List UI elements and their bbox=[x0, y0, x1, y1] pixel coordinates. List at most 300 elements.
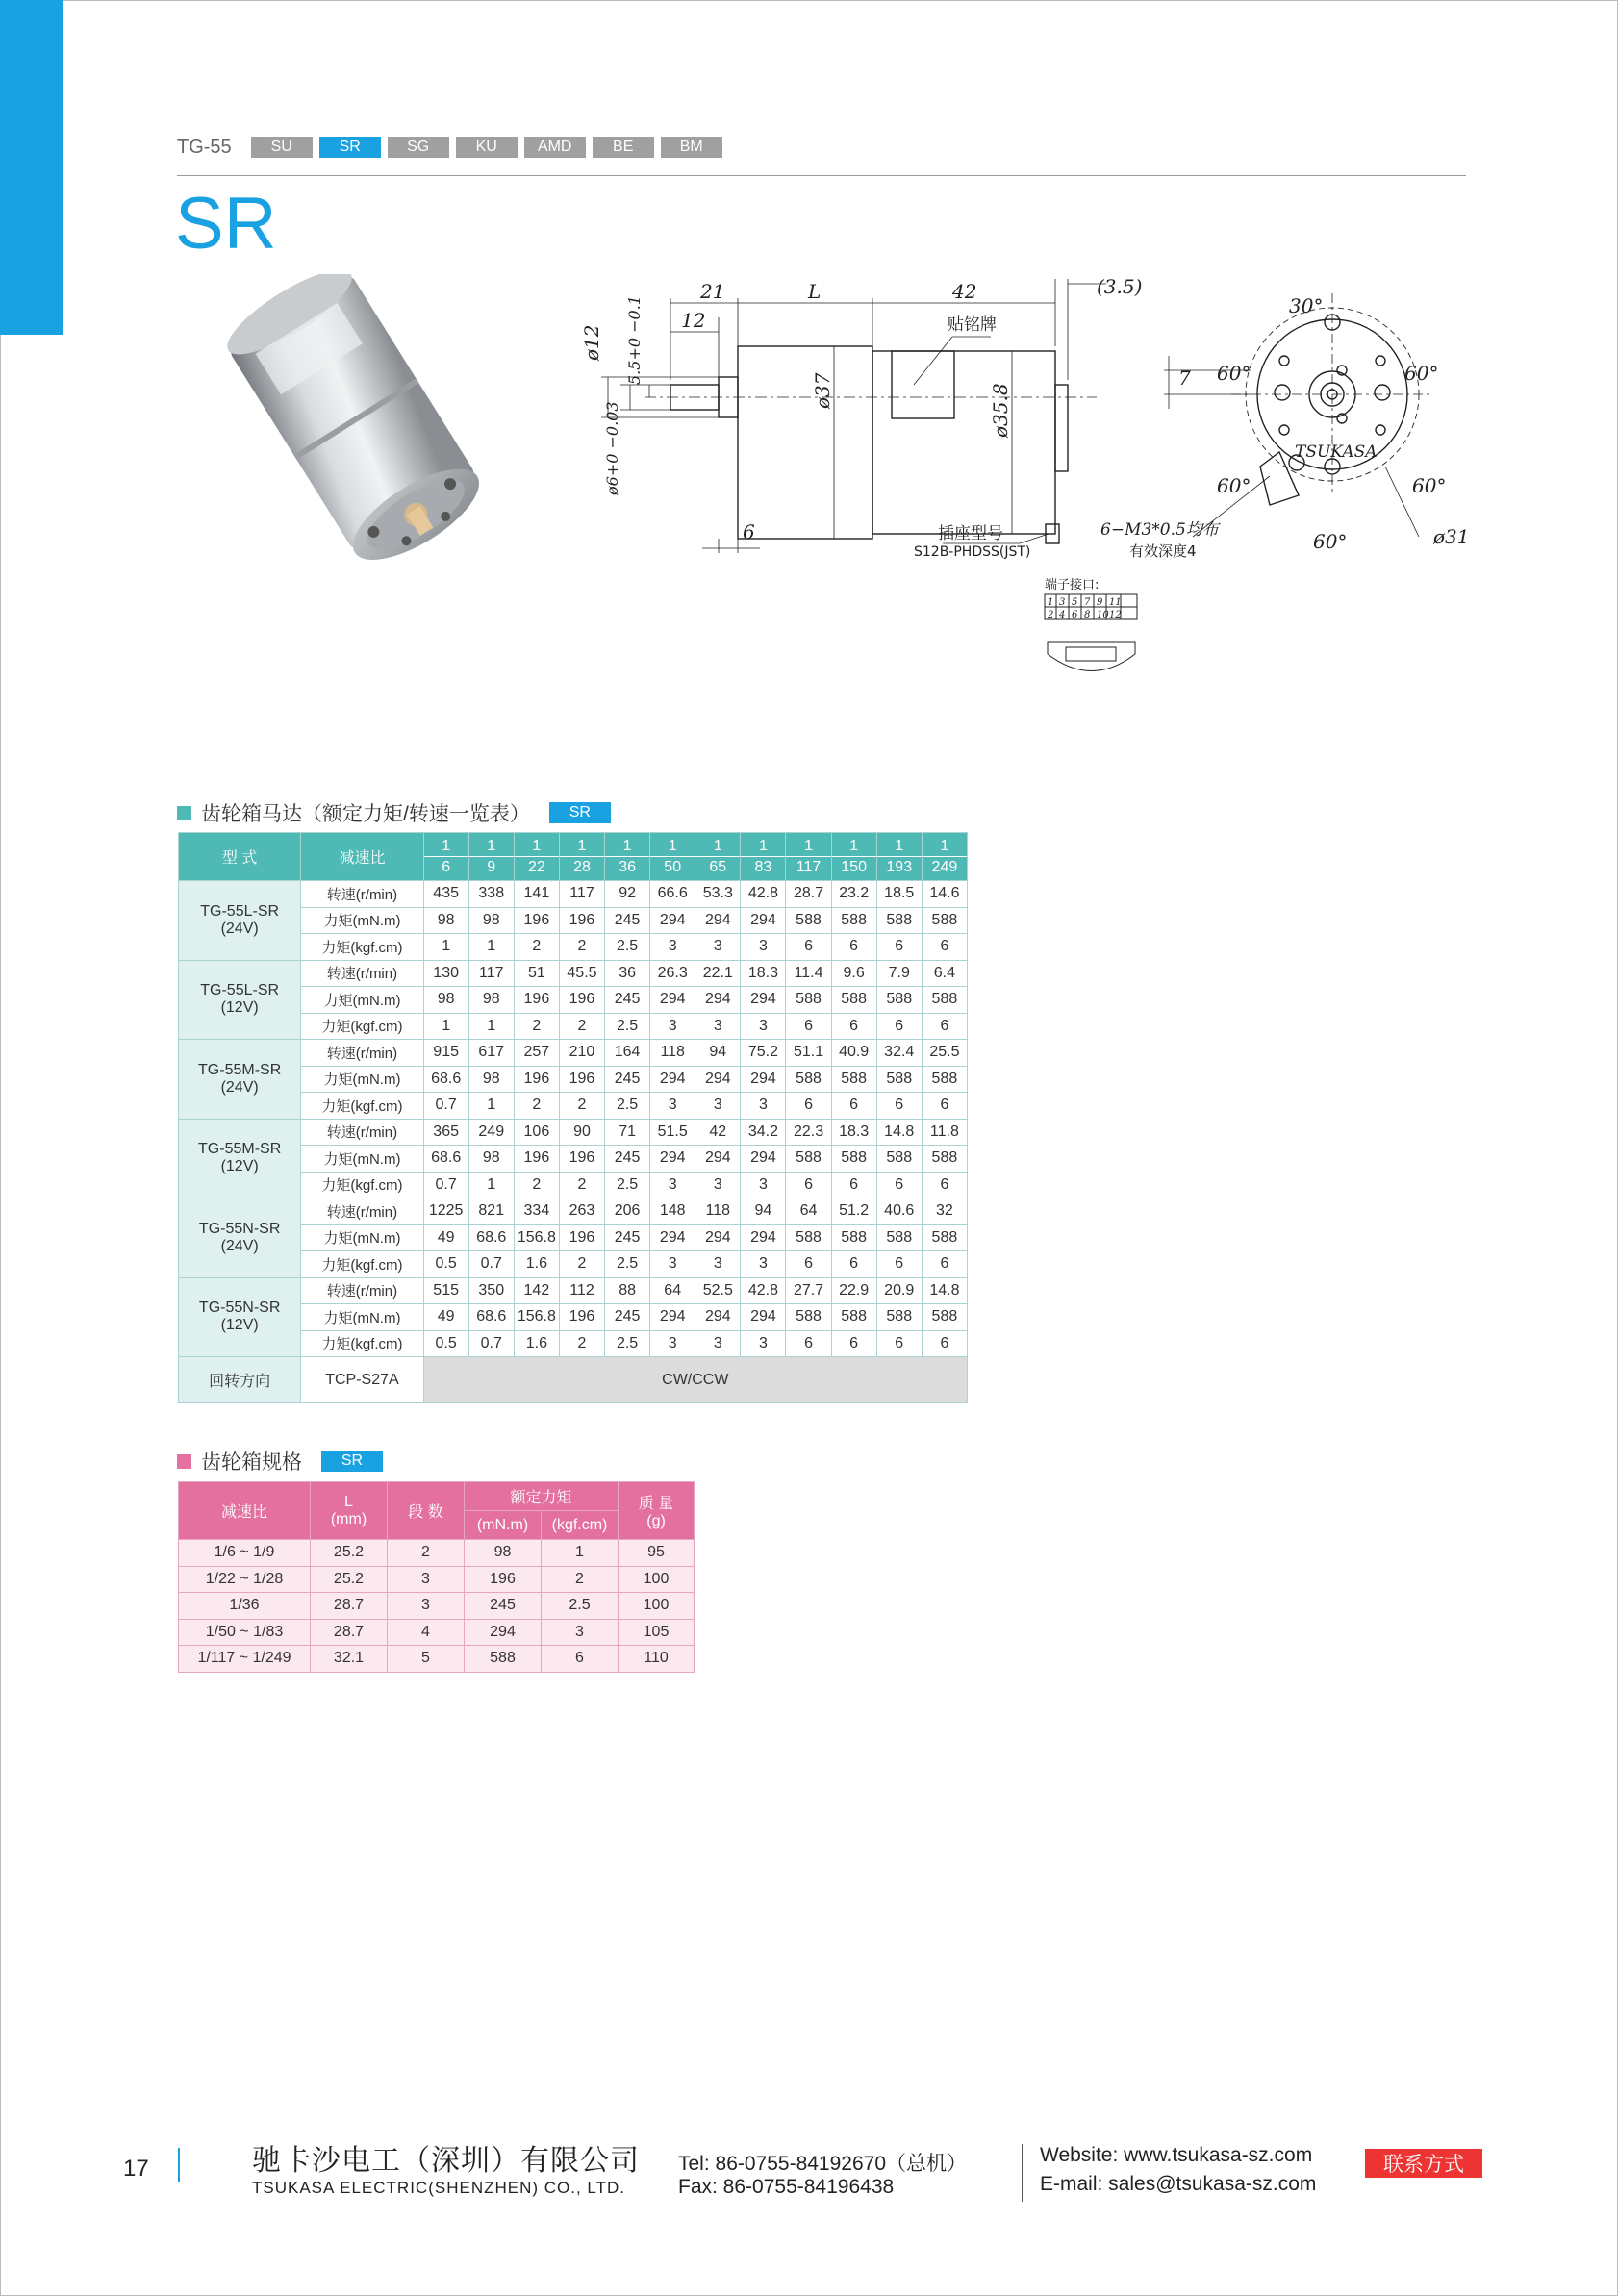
value-cell: 196 bbox=[514, 987, 559, 1014]
value-cell: 294 bbox=[695, 1066, 741, 1093]
spec-cell: 2 bbox=[388, 1540, 465, 1567]
col-header-model: 型 式 bbox=[179, 833, 301, 881]
value-cell: 294 bbox=[695, 987, 741, 1014]
value-cell: 294 bbox=[650, 907, 695, 934]
dim-5.5: 5.5+0 −0.1 bbox=[625, 295, 644, 385]
dim-phi31: ø31 bbox=[1433, 525, 1470, 548]
performance-table bbox=[178, 832, 968, 1403]
value-cell: 2.5 bbox=[605, 1251, 650, 1278]
value-cell: 36 bbox=[605, 960, 650, 987]
row-item-label: 转速(r/min) bbox=[301, 1119, 423, 1146]
row-item-label: 力矩(mN.m) bbox=[301, 1066, 423, 1093]
value-cell: 2 bbox=[514, 1172, 559, 1198]
terminal-label: 端子接口: bbox=[1045, 578, 1100, 593]
series-tab-sr[interactable]: SR bbox=[319, 137, 381, 158]
value-cell: 196 bbox=[559, 987, 604, 1014]
value-cell: 148 bbox=[650, 1198, 695, 1225]
value-cell: 294 bbox=[695, 1224, 741, 1251]
row-item-label: 转速(r/min) bbox=[301, 1198, 423, 1225]
footer-divider-2 bbox=[1022, 2144, 1023, 2202]
series-tab-sg[interactable]: SG bbox=[388, 137, 449, 158]
value-cell: 245 bbox=[605, 1066, 650, 1093]
value-cell: 64 bbox=[650, 1277, 695, 1304]
value-cell: 7.9 bbox=[876, 960, 922, 987]
value-cell: 245 bbox=[605, 907, 650, 934]
value-cell: 18.5 bbox=[876, 881, 922, 908]
value-cell: 45.5 bbox=[559, 960, 604, 987]
value-cell: 2.5 bbox=[605, 1330, 650, 1357]
ratio-header bbox=[695, 833, 741, 881]
dim-12: 12 bbox=[681, 309, 706, 332]
value-cell: 588 bbox=[786, 1066, 831, 1093]
row-item-label: 力矩(kgf.cm) bbox=[301, 1251, 423, 1278]
spec-cell: 3 bbox=[388, 1593, 465, 1620]
pin-number: 3 bbox=[1059, 597, 1066, 608]
value-cell: 588 bbox=[922, 1066, 967, 1093]
value-cell: 6 bbox=[831, 1330, 876, 1357]
value-cell: 22.9 bbox=[831, 1277, 876, 1304]
ratio-numerator: 1 bbox=[923, 836, 967, 857]
value-cell: 1 bbox=[468, 1013, 514, 1040]
value-cell: 3 bbox=[741, 1330, 786, 1357]
spec-cell: 100 bbox=[619, 1566, 695, 1593]
dim-phi37: ø37 bbox=[811, 372, 834, 409]
side-accent-bar bbox=[0, 0, 63, 335]
row-item-label: 力矩(kgf.cm) bbox=[301, 1330, 423, 1357]
angle-60-br: 60° bbox=[1412, 474, 1447, 497]
value-cell: 88 bbox=[605, 1277, 650, 1304]
front-view bbox=[1164, 293, 1433, 537]
spec-cell: 100 bbox=[619, 1593, 695, 1620]
spec-row bbox=[179, 1593, 695, 1620]
spec-cell: 32.1 bbox=[311, 1646, 388, 1673]
value-cell: 1.6 bbox=[514, 1251, 559, 1278]
value-cell: 3 bbox=[650, 1251, 695, 1278]
value-cell: 94 bbox=[695, 1040, 741, 1067]
value-cell: 22.1 bbox=[695, 960, 741, 987]
value-cell: 130 bbox=[423, 960, 468, 987]
model-voltage: (12V) bbox=[220, 999, 259, 1017]
value-cell: 42.8 bbox=[741, 1277, 786, 1304]
footer-divider bbox=[178, 2148, 180, 2182]
value-cell: 3 bbox=[741, 1172, 786, 1198]
value-cell: 1225 bbox=[423, 1198, 468, 1225]
value-cell: 68.6 bbox=[468, 1304, 514, 1331]
gearbox-body bbox=[738, 346, 872, 539]
spec-cell: 28.7 bbox=[311, 1619, 388, 1646]
pin-number: 9 bbox=[1097, 597, 1103, 608]
value-cell: 68.6 bbox=[423, 1146, 468, 1173]
value-cell: 3 bbox=[650, 1013, 695, 1040]
ratio-numerator: 1 bbox=[786, 836, 830, 857]
value-cell: 294 bbox=[741, 1066, 786, 1093]
value-cell: 3 bbox=[650, 1172, 695, 1198]
value-cell: 588 bbox=[831, 1146, 876, 1173]
value-cell: 294 bbox=[650, 987, 695, 1014]
contact-button[interactable]: 联系方式 bbox=[1365, 2149, 1482, 2178]
value-cell: 6 bbox=[786, 1093, 831, 1120]
row-item-label: 转速(r/min) bbox=[301, 1040, 423, 1067]
row-item-label: 力矩(kgf.cm) bbox=[301, 1172, 423, 1198]
model-voltage: (24V) bbox=[220, 920, 259, 937]
value-cell: 32.4 bbox=[876, 1040, 922, 1067]
value-cell: 164 bbox=[605, 1040, 650, 1067]
value-cell: 40.9 bbox=[831, 1040, 876, 1067]
value-cell: 1 bbox=[468, 1172, 514, 1198]
row-item-label: 力矩(mN.m) bbox=[301, 907, 423, 934]
ratio-numerator: 1 bbox=[695, 836, 740, 857]
col-header-mnm: (mN.m) bbox=[465, 1511, 542, 1540]
table-row bbox=[179, 1040, 968, 1067]
value-cell: 294 bbox=[650, 1224, 695, 1251]
spec-row bbox=[179, 1566, 695, 1593]
col-header-kgf: (kgf.cm) bbox=[542, 1511, 619, 1540]
value-cell: 6 bbox=[831, 1093, 876, 1120]
phone-number: Tel: 86-0755-84192670（总机） bbox=[678, 2153, 968, 2175]
spec-cell: 4 bbox=[388, 1619, 465, 1646]
value-cell: 2.5 bbox=[605, 1013, 650, 1040]
value-cell: 6 bbox=[922, 1330, 967, 1357]
value-cell: 6 bbox=[922, 934, 967, 961]
value-cell: 106 bbox=[514, 1119, 559, 1146]
dim-L: L bbox=[808, 280, 822, 303]
row-item-label: 力矩(mN.m) bbox=[301, 1304, 423, 1331]
value-cell: 249 bbox=[468, 1119, 514, 1146]
value-cell: 3 bbox=[695, 1251, 741, 1278]
series-tab-ku[interactable]: KU bbox=[456, 137, 518, 158]
value-cell: 588 bbox=[831, 1066, 876, 1093]
value-cell: 0.7 bbox=[468, 1330, 514, 1357]
perf-section-title bbox=[177, 798, 611, 827]
model-name: TG-55L-SR bbox=[200, 902, 280, 920]
spec-cell: 110 bbox=[619, 1646, 695, 1673]
value-cell: 98 bbox=[423, 987, 468, 1014]
value-cell: 3 bbox=[741, 1013, 786, 1040]
spec-cell: 6 bbox=[542, 1646, 619, 1673]
value-cell: 49 bbox=[423, 1224, 468, 1251]
series-tab-bm[interactable]: BM bbox=[661, 137, 722, 158]
length-label: L bbox=[344, 1493, 353, 1510]
value-cell: 156.8 bbox=[514, 1224, 559, 1251]
value-cell: 588 bbox=[831, 1224, 876, 1251]
value-cell: 821 bbox=[468, 1198, 514, 1225]
row-item-label: 转速(r/min) bbox=[301, 881, 423, 908]
mass-unit: (g) bbox=[646, 1513, 666, 1529]
ratio-header bbox=[741, 833, 786, 881]
value-cell: 2 bbox=[559, 934, 604, 961]
footer bbox=[0, 2131, 1618, 2208]
angle-60-b: 60° bbox=[1313, 530, 1348, 553]
value-cell: 27.7 bbox=[786, 1277, 831, 1304]
pin-number: 2 bbox=[1048, 610, 1054, 620]
value-cell: 1 bbox=[468, 934, 514, 961]
table-row bbox=[179, 1119, 968, 1146]
value-cell: 98 bbox=[468, 1066, 514, 1093]
value-cell: 6 bbox=[831, 1251, 876, 1278]
website-link[interactable]: Website: www.tsukasa-sz.com bbox=[1040, 2144, 1313, 2166]
value-cell: 2 bbox=[559, 1330, 604, 1357]
ratio-numerator: 1 bbox=[650, 836, 695, 857]
table-row bbox=[179, 1198, 968, 1225]
value-cell: 6 bbox=[786, 934, 831, 961]
spec-cell: 25.2 bbox=[311, 1540, 388, 1567]
value-cell: 196 bbox=[559, 1224, 604, 1251]
dim-phi6: ø6+0 −0.03 bbox=[603, 401, 621, 495]
mass-label: 质 量 bbox=[638, 1496, 674, 1512]
ratio-denominator: 28 bbox=[573, 859, 591, 875]
spec-cell: 1/6 ~ 1/9 bbox=[179, 1540, 311, 1567]
value-cell: 14.8 bbox=[876, 1119, 922, 1146]
value-cell: 142 bbox=[514, 1277, 559, 1304]
model-cell bbox=[179, 1277, 301, 1357]
ratio-numerator: 1 bbox=[877, 836, 922, 857]
value-cell: 0.5 bbox=[423, 1330, 468, 1357]
value-cell: 11.8 bbox=[922, 1119, 967, 1146]
value-cell: 117 bbox=[468, 960, 514, 987]
value-cell: 294 bbox=[650, 1304, 695, 1331]
dim-21: 21 bbox=[700, 280, 725, 303]
ratio-header bbox=[423, 833, 468, 881]
spec-cell: 105 bbox=[619, 1619, 695, 1646]
value-cell: 6 bbox=[831, 1013, 876, 1040]
value-cell: 18.3 bbox=[741, 960, 786, 987]
screw-spec-label: 6−M3*0.5均布 bbox=[1100, 520, 1219, 540]
value-cell: 66.6 bbox=[650, 881, 695, 908]
series-tab-be[interactable]: BE bbox=[593, 137, 654, 158]
spec-cell: 2.5 bbox=[542, 1593, 619, 1620]
value-cell: 2 bbox=[514, 934, 559, 961]
value-cell: 206 bbox=[605, 1198, 650, 1225]
model-voltage: (12V) bbox=[220, 1158, 259, 1175]
nameplate-label: 贴铭牌 bbox=[948, 315, 997, 335]
rotation-value: CW/CCW bbox=[423, 1357, 967, 1403]
ratio-header bbox=[650, 833, 695, 881]
value-cell: 6.4 bbox=[922, 960, 967, 987]
ratio-numerator: 1 bbox=[560, 836, 604, 857]
model-cell bbox=[179, 1040, 301, 1120]
perf-badge: SR bbox=[549, 802, 611, 823]
value-cell: 3 bbox=[695, 1093, 741, 1120]
spec-cell: 1 bbox=[542, 1540, 619, 1567]
value-cell: 294 bbox=[650, 1146, 695, 1173]
value-cell: 588 bbox=[922, 907, 967, 934]
pin-number: 6 bbox=[1072, 610, 1078, 620]
row-item-label: 转速(r/min) bbox=[301, 960, 423, 987]
value-cell: 588 bbox=[876, 1146, 922, 1173]
series-tab-amd[interactable]: AMD bbox=[524, 137, 586, 158]
company-name-cn: 驰卡沙电工（深圳）有限公司 bbox=[252, 2145, 640, 2177]
value-cell: 42.8 bbox=[741, 881, 786, 908]
ratio-header bbox=[922, 833, 967, 881]
spec-cell: 3 bbox=[388, 1566, 465, 1593]
value-cell: 9.6 bbox=[831, 960, 876, 987]
motor-photo bbox=[197, 274, 515, 592]
value-cell: 141 bbox=[514, 881, 559, 908]
value-cell: 25.5 bbox=[922, 1040, 967, 1067]
pin-number: 7 bbox=[1084, 597, 1091, 608]
value-cell: 11.4 bbox=[786, 960, 831, 987]
row-item-label: 力矩(mN.m) bbox=[301, 1146, 423, 1173]
spec-cell: 588 bbox=[465, 1646, 542, 1673]
value-cell: 588 bbox=[876, 907, 922, 934]
company-name-en: TSUKASA ELECTRIC(SHENZHEN) CO., LTD. bbox=[252, 2179, 626, 2197]
row-item-label: 转速(r/min) bbox=[301, 1277, 423, 1304]
ratio-header bbox=[559, 833, 604, 881]
model-cell bbox=[179, 1119, 301, 1198]
value-cell: 6 bbox=[876, 1013, 922, 1040]
dim-42: 42 bbox=[952, 280, 977, 303]
value-cell: 588 bbox=[922, 987, 967, 1014]
col-header-ratio: 减速比 bbox=[179, 1482, 311, 1540]
row-item-label: 力矩(kgf.cm) bbox=[301, 934, 423, 961]
value-cell: 20.9 bbox=[876, 1277, 922, 1304]
ratio-header bbox=[468, 833, 514, 881]
ratio-header bbox=[831, 833, 876, 881]
ratio-denominator: 6 bbox=[442, 859, 451, 875]
value-cell: 98 bbox=[468, 987, 514, 1014]
ratio-header bbox=[514, 833, 559, 881]
email-link[interactable]: E-mail: sales@tsukasa-sz.com bbox=[1040, 2173, 1317, 2195]
value-cell: 2.5 bbox=[605, 1172, 650, 1198]
col-header-length bbox=[311, 1482, 388, 1540]
rotation-row bbox=[179, 1357, 968, 1403]
value-cell: 92 bbox=[605, 881, 650, 908]
spec-cell: 1/36 bbox=[179, 1593, 311, 1620]
value-cell: 338 bbox=[468, 881, 514, 908]
value-cell: 6 bbox=[876, 934, 922, 961]
value-cell: 68.6 bbox=[423, 1066, 468, 1093]
value-cell: 6 bbox=[876, 1093, 922, 1120]
value-cell: 118 bbox=[695, 1198, 741, 1225]
value-cell: 75.2 bbox=[741, 1040, 786, 1067]
spec-cell: 1/117 ~ 1/249 bbox=[179, 1646, 311, 1673]
spec-cell: 1/50 ~ 1/83 bbox=[179, 1619, 311, 1646]
ratio-denominator: 193 bbox=[886, 859, 913, 875]
pin-number: 10 bbox=[1097, 610, 1109, 620]
value-cell: 6 bbox=[876, 1172, 922, 1198]
value-cell: 2.5 bbox=[605, 1093, 650, 1120]
value-cell: 2 bbox=[559, 1172, 604, 1198]
value-cell: 196 bbox=[559, 1066, 604, 1093]
value-cell: 1 bbox=[423, 1013, 468, 1040]
value-cell: 334 bbox=[514, 1198, 559, 1225]
value-cell: 1 bbox=[423, 934, 468, 961]
value-cell: 51.5 bbox=[650, 1119, 695, 1146]
value-cell: 3 bbox=[695, 934, 741, 961]
brand-mark: TSUKASA bbox=[1295, 442, 1378, 462]
value-cell: 294 bbox=[695, 907, 741, 934]
value-cell: 2 bbox=[514, 1093, 559, 1120]
angle-60-bl: 60° bbox=[1217, 474, 1251, 497]
value-cell: 245 bbox=[605, 1146, 650, 1173]
value-cell: 257 bbox=[514, 1040, 559, 1067]
row-item-label: 力矩(kgf.cm) bbox=[301, 1093, 423, 1120]
value-cell: 2 bbox=[559, 1251, 604, 1278]
value-cell: 588 bbox=[876, 1066, 922, 1093]
screw-depth-label: 有效深度4 bbox=[1129, 542, 1197, 560]
row-item-label: 力矩(kgf.cm) bbox=[301, 1013, 423, 1040]
dimension-drawing bbox=[577, 265, 1491, 707]
value-cell: 588 bbox=[876, 1224, 922, 1251]
value-cell: 14.6 bbox=[922, 881, 967, 908]
value-cell: 294 bbox=[650, 1066, 695, 1093]
perf-title-text: 齿轮箱马达（额定力矩/转速一览表） bbox=[201, 803, 530, 825]
value-cell: 588 bbox=[786, 987, 831, 1014]
value-cell: 6 bbox=[876, 1251, 922, 1278]
value-cell: 3 bbox=[695, 1330, 741, 1357]
value-cell: 42 bbox=[695, 1119, 741, 1146]
pin-number: 12 bbox=[1109, 610, 1122, 620]
series-tab-su[interactable]: SU bbox=[251, 137, 313, 158]
socket-model-label: S12B-PHDSS(JST) bbox=[914, 544, 1031, 560]
value-cell: 40.6 bbox=[876, 1198, 922, 1225]
value-cell: 435 bbox=[423, 881, 468, 908]
value-cell: 6 bbox=[922, 1013, 967, 1040]
value-cell: 112 bbox=[559, 1277, 604, 1304]
value-cell: 245 bbox=[605, 1224, 650, 1251]
value-cell: 3 bbox=[741, 1251, 786, 1278]
length-unit: (mm) bbox=[330, 1510, 367, 1527]
value-cell: 6 bbox=[786, 1330, 831, 1357]
value-cell: 588 bbox=[922, 1146, 967, 1173]
value-cell: 90 bbox=[559, 1119, 604, 1146]
socket-type-label: 插座型号 bbox=[938, 524, 1003, 543]
value-cell: 23.2 bbox=[831, 881, 876, 908]
value-cell: 196 bbox=[514, 1066, 559, 1093]
row-item-label: 力矩(mN.m) bbox=[301, 1224, 423, 1251]
dim-7: 7 bbox=[1178, 366, 1191, 390]
value-cell: 6 bbox=[831, 934, 876, 961]
value-cell: 196 bbox=[559, 1304, 604, 1331]
value-cell: 6 bbox=[831, 1172, 876, 1198]
series-nav bbox=[177, 135, 729, 160]
value-cell: 588 bbox=[786, 907, 831, 934]
spec-cell: 1/22 ~ 1/28 bbox=[179, 1566, 311, 1593]
col-header-ratio: 减速比 bbox=[301, 833, 423, 881]
value-cell: 52.5 bbox=[695, 1277, 741, 1304]
spec-cell: 95 bbox=[619, 1540, 695, 1567]
value-cell: 3 bbox=[741, 934, 786, 961]
section-marker bbox=[177, 806, 191, 820]
value-cell: 294 bbox=[741, 1304, 786, 1331]
value-cell: 588 bbox=[922, 1224, 967, 1251]
value-cell: 515 bbox=[423, 1277, 468, 1304]
dim-6: 6 bbox=[743, 520, 755, 543]
spec-cell: 294 bbox=[465, 1619, 542, 1646]
value-cell: 28.7 bbox=[786, 881, 831, 908]
value-cell: 3 bbox=[695, 1172, 741, 1198]
value-cell: 98 bbox=[468, 1146, 514, 1173]
spec-cell: 98 bbox=[465, 1540, 542, 1567]
value-cell: 263 bbox=[559, 1198, 604, 1225]
spec-cell: 245 bbox=[465, 1593, 542, 1620]
fax-number: Fax: 86-0755-84196438 bbox=[678, 2176, 895, 2198]
row-item-label: 力矩(mN.m) bbox=[301, 987, 423, 1014]
angle-60-tr: 60° bbox=[1404, 362, 1439, 385]
model-name: TG-55M-SR bbox=[198, 1061, 282, 1078]
model-name: TG-55N-SR bbox=[198, 1220, 281, 1237]
spec-row bbox=[179, 1540, 695, 1567]
terminal-pin-numbers bbox=[1047, 597, 1122, 620]
table-row bbox=[179, 960, 968, 987]
value-cell: 64 bbox=[786, 1198, 831, 1225]
value-cell: 2.5 bbox=[605, 934, 650, 961]
ratio-denominator: 22 bbox=[527, 859, 545, 875]
value-cell: 6 bbox=[786, 1172, 831, 1198]
angle-30: 30° bbox=[1289, 294, 1324, 317]
rotation-model: TCP-S27A bbox=[301, 1357, 423, 1403]
pin-number: 11 bbox=[1109, 597, 1122, 608]
